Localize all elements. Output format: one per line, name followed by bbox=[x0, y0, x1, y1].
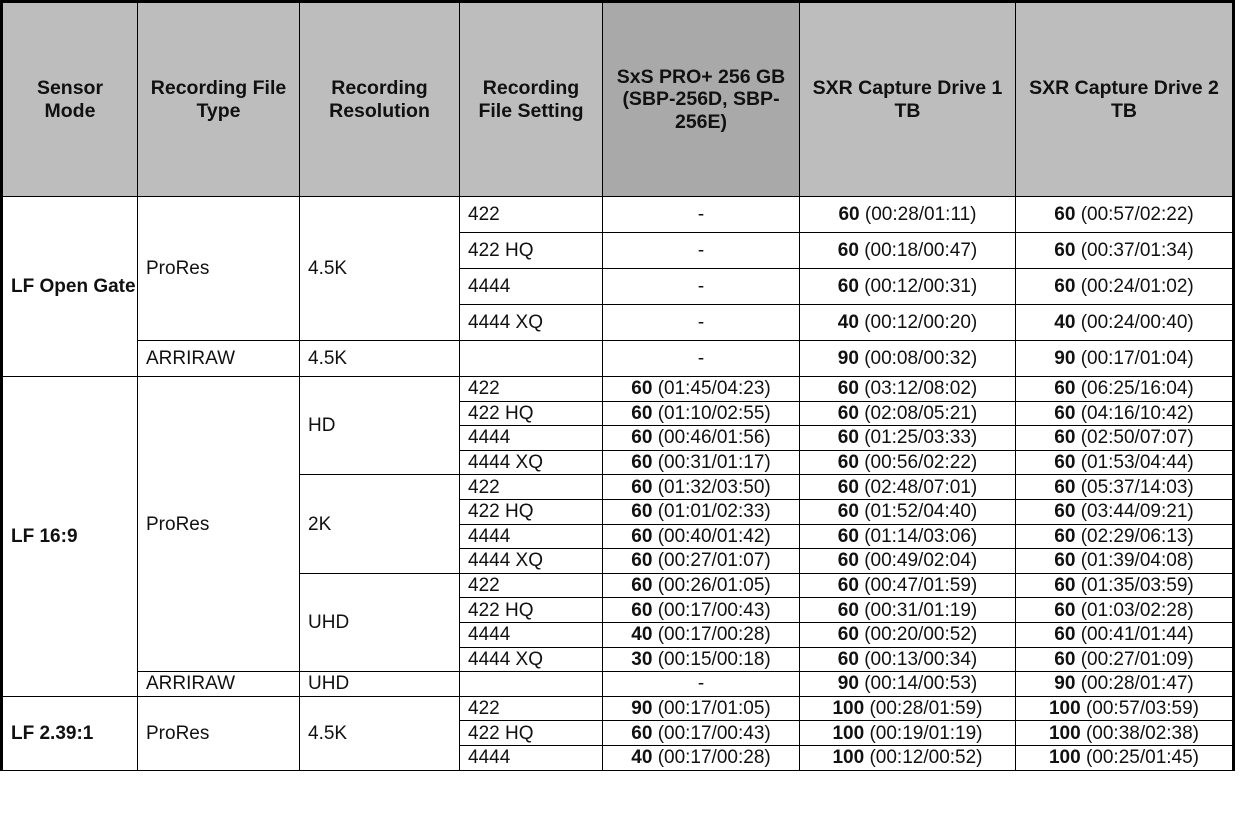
resolution-cell: 4.5K bbox=[300, 341, 460, 377]
header-sxr-1tb: SXR Capture Drive 1 TB bbox=[800, 2, 1016, 197]
record-time: (00:24/00:40) bbox=[1080, 312, 1194, 333]
record-time: (00:46/01:56) bbox=[657, 427, 771, 449]
sxr-2tb-cell bbox=[1016, 426, 1234, 451]
max-fps: 60 bbox=[837, 624, 859, 646]
sxr-2tb-cell bbox=[1016, 549, 1234, 574]
sensor-mode-cell: LF Open Gate bbox=[2, 197, 138, 377]
record-time: - bbox=[697, 204, 705, 225]
record-time: (01:52/04:40) bbox=[864, 501, 978, 523]
max-fps: 100 bbox=[1048, 747, 1081, 769]
record-time: (00:57/02:22) bbox=[1080, 204, 1194, 225]
file-setting-cell: 422 bbox=[460, 475, 603, 500]
record-time: (01:45/04:23) bbox=[657, 378, 771, 400]
sxr-1tb-cell bbox=[800, 672, 1016, 697]
sensor-mode-cell: LF 16:9 bbox=[2, 377, 138, 697]
max-fps: 60 bbox=[631, 525, 653, 547]
sxr-1tb-cell bbox=[800, 233, 1016, 269]
table-row bbox=[2, 341, 1234, 377]
file-setting-cell: 4444 XQ bbox=[460, 450, 603, 475]
max-fps: 40 bbox=[631, 747, 653, 769]
max-fps: 100 bbox=[1048, 698, 1081, 720]
record-time: (00:31/01:17) bbox=[657, 452, 771, 474]
record-time: (00:17/00:28) bbox=[657, 747, 771, 769]
record-time: (00:25/01:45) bbox=[1085, 747, 1199, 769]
sxr-2tb-cell bbox=[1016, 305, 1234, 341]
max-fps: 60 bbox=[1054, 501, 1076, 523]
sxr-1tb-cell bbox=[800, 721, 1016, 746]
max-fps: 90 bbox=[631, 698, 653, 720]
sxs-cell bbox=[603, 721, 800, 746]
file-setting-cell: 4444 bbox=[460, 426, 603, 451]
record-time: (00:17/01:05) bbox=[657, 698, 771, 720]
max-fps: 60 bbox=[631, 550, 653, 572]
sxs-cell bbox=[603, 233, 800, 269]
max-fps: 60 bbox=[837, 599, 859, 621]
sxs-cell bbox=[603, 475, 800, 500]
sxr-2tb-cell bbox=[1016, 524, 1234, 549]
file-setting-cell: 422 HQ bbox=[460, 499, 603, 524]
sxr-2tb-cell bbox=[1016, 269, 1234, 305]
record-time: - bbox=[697, 348, 705, 369]
sxr-2tb-cell bbox=[1016, 721, 1234, 746]
file-type-cell: ARRIRAW bbox=[138, 672, 300, 697]
sxs-cell bbox=[603, 647, 800, 672]
record-time: (00:40/01:42) bbox=[657, 525, 771, 547]
file-setting-cell: 4444 bbox=[460, 269, 603, 305]
record-time: (04:16/10:42) bbox=[1080, 402, 1194, 424]
max-fps: 60 bbox=[837, 427, 859, 449]
file-setting-cell: 4444 bbox=[460, 745, 603, 770]
max-fps: 60 bbox=[1054, 550, 1076, 572]
sxr-1tb-cell bbox=[800, 524, 1016, 549]
max-fps: 60 bbox=[1054, 525, 1076, 547]
record-time: (06:25/16:04) bbox=[1080, 378, 1194, 400]
sxr-1tb-cell bbox=[800, 696, 1016, 721]
max-fps: 60 bbox=[837, 402, 859, 424]
record-time: (00:56/02:22) bbox=[864, 452, 978, 474]
file-type-cell: ProRes bbox=[138, 696, 300, 770]
record-time: (00:24/01:02) bbox=[1080, 276, 1194, 297]
sxr-2tb-cell bbox=[1016, 696, 1234, 721]
record-time: (00:15/00:18) bbox=[657, 648, 771, 670]
header-sensor-mode: Sensor Mode bbox=[2, 2, 138, 197]
sxr-1tb-cell bbox=[800, 377, 1016, 402]
record-time: - bbox=[697, 240, 705, 261]
max-fps: 60 bbox=[631, 722, 653, 744]
sxr-2tb-cell bbox=[1016, 377, 1234, 402]
record-time: (01:01/02:33) bbox=[657, 501, 771, 523]
record-time: (00:17/00:43) bbox=[657, 599, 771, 621]
sxs-cell bbox=[603, 549, 800, 574]
resolution-cell: 2K bbox=[300, 475, 460, 573]
record-time: - bbox=[697, 312, 705, 333]
sxr-2tb-cell bbox=[1016, 197, 1234, 233]
max-fps: 60 bbox=[837, 378, 859, 400]
max-fps: 60 bbox=[631, 599, 653, 621]
record-time: (01:14/03:06) bbox=[864, 525, 978, 547]
sxr-1tb-cell bbox=[800, 197, 1016, 233]
record-time: (00:12/00:52) bbox=[869, 747, 983, 769]
header-sxr-2tb: SXR Capture Drive 2 TB bbox=[1016, 2, 1234, 197]
max-fps: 60 bbox=[1054, 575, 1076, 597]
max-fps: 60 bbox=[1054, 648, 1076, 670]
max-fps: 60 bbox=[1054, 276, 1076, 297]
max-fps: 60 bbox=[1054, 599, 1076, 621]
max-fps: 60 bbox=[837, 648, 859, 670]
record-time: (01:39/04:08) bbox=[1080, 550, 1194, 572]
resolution-cell: 4.5K bbox=[300, 696, 460, 770]
table-row bbox=[2, 696, 1234, 721]
record-time: (02:50/07:07) bbox=[1080, 427, 1194, 449]
record-time: (00:19/01:19) bbox=[869, 722, 983, 744]
sxs-cell bbox=[603, 450, 800, 475]
max-fps: 60 bbox=[837, 501, 859, 523]
sxr-1tb-cell bbox=[800, 622, 1016, 647]
max-fps: 60 bbox=[837, 575, 859, 597]
file-setting-cell: 422 bbox=[460, 197, 603, 233]
record-time: (00:27/01:09) bbox=[1080, 648, 1194, 670]
sxr-1tb-cell bbox=[800, 269, 1016, 305]
record-time: (00:47/01:59) bbox=[864, 575, 978, 597]
max-fps: 60 bbox=[1054, 240, 1076, 261]
file-setting-cell: 422 bbox=[460, 696, 603, 721]
record-time: (00:12/00:31) bbox=[864, 276, 978, 297]
record-time: (00:17/01:04) bbox=[1080, 348, 1194, 369]
sensor-mode-cell: LF 2.39:1 bbox=[2, 696, 138, 770]
record-time: (00:28/01:47) bbox=[1080, 673, 1194, 695]
record-time: (00:31/01:19) bbox=[864, 599, 978, 621]
resolution-cell: UHD bbox=[300, 672, 460, 697]
header-file-setting: Recording File Setting bbox=[460, 2, 603, 197]
file-setting-cell: 4444 XQ bbox=[460, 647, 603, 672]
file-setting-cell: 4444 XQ bbox=[460, 549, 603, 574]
max-fps: 60 bbox=[1054, 624, 1076, 646]
max-fps: 90 bbox=[837, 348, 859, 369]
sxr-2tb-cell bbox=[1016, 622, 1234, 647]
resolution-cell: 4.5K bbox=[300, 197, 460, 341]
max-fps: 90 bbox=[1054, 673, 1076, 695]
file-setting-cell bbox=[460, 341, 603, 377]
header-row bbox=[2, 2, 1234, 197]
max-fps: 60 bbox=[1054, 378, 1076, 400]
sxs-cell bbox=[603, 598, 800, 623]
sxr-2tb-cell bbox=[1016, 745, 1234, 770]
sxr-2tb-cell bbox=[1016, 598, 1234, 623]
file-setting-cell: 4444 bbox=[460, 524, 603, 549]
sxs-cell bbox=[603, 341, 800, 377]
record-time: (01:32/03:50) bbox=[657, 476, 771, 498]
record-time: (00:27/01:07) bbox=[657, 550, 771, 572]
file-setting-cell: 422 bbox=[460, 573, 603, 598]
record-time: (00:13/00:34) bbox=[864, 648, 978, 670]
sxr-1tb-cell bbox=[800, 647, 1016, 672]
max-fps: 60 bbox=[1054, 402, 1076, 424]
record-time: (00:49/02:04) bbox=[864, 550, 978, 572]
max-fps: 40 bbox=[1054, 312, 1076, 333]
max-fps: 100 bbox=[832, 698, 865, 720]
sxr-2tb-cell bbox=[1016, 475, 1234, 500]
record-time: (02:29/06:13) bbox=[1080, 525, 1194, 547]
max-fps: 60 bbox=[837, 452, 859, 474]
sxs-cell bbox=[603, 573, 800, 598]
max-fps: 60 bbox=[1054, 452, 1076, 474]
file-setting-cell: 422 HQ bbox=[460, 598, 603, 623]
max-fps: 60 bbox=[631, 452, 653, 474]
record-time: (00:12/00:20) bbox=[864, 312, 978, 333]
max-fps: 100 bbox=[832, 722, 865, 744]
record-time: (00:28/01:59) bbox=[869, 698, 983, 720]
max-fps: 40 bbox=[837, 312, 859, 333]
record-time: (00:41/01:44) bbox=[1080, 624, 1194, 646]
sxr-2tb-cell bbox=[1016, 499, 1234, 524]
file-setting-cell bbox=[460, 672, 603, 697]
max-fps: 60 bbox=[1054, 476, 1076, 498]
file-type-cell: ProRes bbox=[138, 197, 300, 341]
sxr-1tb-cell bbox=[800, 341, 1016, 377]
record-time: (02:48/07:01) bbox=[864, 476, 978, 498]
sxr-2tb-cell bbox=[1016, 647, 1234, 672]
sxr-2tb-cell bbox=[1016, 341, 1234, 377]
table-row bbox=[2, 377, 1234, 402]
record-time: (01:25/03:33) bbox=[864, 427, 978, 449]
max-fps: 60 bbox=[837, 550, 859, 572]
max-fps: 60 bbox=[837, 276, 859, 297]
max-fps: 60 bbox=[837, 240, 859, 261]
table-row bbox=[2, 672, 1234, 697]
record-time: - bbox=[697, 276, 705, 297]
max-fps: 100 bbox=[832, 747, 865, 769]
sxr-2tb-cell bbox=[1016, 672, 1234, 697]
sxr-1tb-cell bbox=[800, 573, 1016, 598]
file-setting-cell: 422 bbox=[460, 377, 603, 402]
record-time: (00:20/00:52) bbox=[864, 624, 978, 646]
sxr-1tb-cell bbox=[800, 499, 1016, 524]
sxs-cell bbox=[603, 745, 800, 770]
max-fps: 60 bbox=[631, 575, 653, 597]
sxs-cell bbox=[603, 672, 800, 697]
record-time: (01:03/02:28) bbox=[1080, 599, 1194, 621]
sxr-2tb-cell bbox=[1016, 450, 1234, 475]
header-resolution: Recording Resolution bbox=[300, 2, 460, 197]
sxs-cell bbox=[603, 499, 800, 524]
record-time: - bbox=[697, 673, 705, 695]
max-fps: 90 bbox=[1054, 348, 1076, 369]
sxs-cell bbox=[603, 377, 800, 402]
max-fps: 30 bbox=[631, 648, 653, 670]
file-setting-cell: 422 HQ bbox=[460, 721, 603, 746]
sxr-2tb-cell bbox=[1016, 573, 1234, 598]
sxs-cell bbox=[603, 426, 800, 451]
record-time: (00:26/01:05) bbox=[657, 575, 771, 597]
max-fps: 60 bbox=[631, 402, 653, 424]
file-setting-cell: 4444 XQ bbox=[460, 305, 603, 341]
record-time: (00:17/00:28) bbox=[657, 624, 771, 646]
max-fps: 60 bbox=[1054, 204, 1076, 225]
record-time: (00:17/00:43) bbox=[657, 722, 771, 744]
file-setting-cell: 422 HQ bbox=[460, 233, 603, 269]
max-fps: 60 bbox=[1054, 427, 1076, 449]
sxr-1tb-cell bbox=[800, 305, 1016, 341]
max-fps: 40 bbox=[631, 624, 653, 646]
sxr-1tb-cell bbox=[800, 549, 1016, 574]
max-fps: 100 bbox=[1048, 722, 1081, 744]
record-time: (01:35/03:59) bbox=[1080, 575, 1194, 597]
sxs-cell bbox=[603, 696, 800, 721]
sxs-cell bbox=[603, 197, 800, 233]
table-row bbox=[2, 197, 1234, 233]
sxs-cell bbox=[603, 622, 800, 647]
max-fps: 60 bbox=[631, 476, 653, 498]
record-time: (00:14/00:53) bbox=[864, 673, 978, 695]
max-fps: 60 bbox=[631, 378, 653, 400]
table-body bbox=[2, 197, 1234, 771]
sxr-2tb-cell bbox=[1016, 401, 1234, 426]
record-time: (00:28/01:11) bbox=[864, 204, 977, 225]
sxs-cell bbox=[603, 269, 800, 305]
max-fps: 60 bbox=[631, 427, 653, 449]
max-fps: 60 bbox=[837, 525, 859, 547]
record-time: (00:37/01:34) bbox=[1080, 240, 1194, 261]
max-fps: 60 bbox=[838, 204, 860, 225]
record-time: (00:08/00:32) bbox=[864, 348, 978, 369]
record-time: (05:37/14:03) bbox=[1080, 476, 1194, 498]
sxs-cell bbox=[603, 401, 800, 426]
sxr-1tb-cell bbox=[800, 745, 1016, 770]
sxr-1tb-cell bbox=[800, 598, 1016, 623]
header-sxs: SxS PRO+ 256 GB (SBP-256D, SBP-256E) bbox=[603, 2, 800, 197]
sxr-1tb-cell bbox=[800, 450, 1016, 475]
record-time: (01:10/02:55) bbox=[657, 402, 771, 424]
sxr-1tb-cell bbox=[800, 475, 1016, 500]
resolution-cell: UHD bbox=[300, 573, 460, 671]
max-fps: 60 bbox=[631, 501, 653, 523]
record-time: (01:53/04:44) bbox=[1080, 452, 1194, 474]
file-type-cell: ProRes bbox=[138, 377, 300, 672]
record-time: (03:12/08:02) bbox=[864, 378, 978, 400]
record-time: (02:08/05:21) bbox=[864, 402, 978, 424]
file-setting-cell: 422 HQ bbox=[460, 401, 603, 426]
max-fps: 90 bbox=[837, 673, 859, 695]
sxr-2tb-cell bbox=[1016, 233, 1234, 269]
record-time: (00:57/03:59) bbox=[1085, 698, 1199, 720]
header-file-type: Recording File Type bbox=[138, 2, 300, 197]
file-setting-cell: 4444 bbox=[460, 622, 603, 647]
sxr-1tb-cell bbox=[800, 426, 1016, 451]
record-time: (00:18/00:47) bbox=[864, 240, 978, 261]
resolution-cell: HD bbox=[300, 377, 460, 475]
max-fps: 60 bbox=[837, 476, 859, 498]
sxr-1tb-cell bbox=[800, 401, 1016, 426]
file-type-cell: ARRIRAW bbox=[138, 341, 300, 377]
sxs-cell bbox=[603, 524, 800, 549]
sxs-cell bbox=[603, 305, 800, 341]
record-time: (03:44/09:21) bbox=[1080, 501, 1194, 523]
record-time: (00:38/02:38) bbox=[1085, 722, 1199, 744]
